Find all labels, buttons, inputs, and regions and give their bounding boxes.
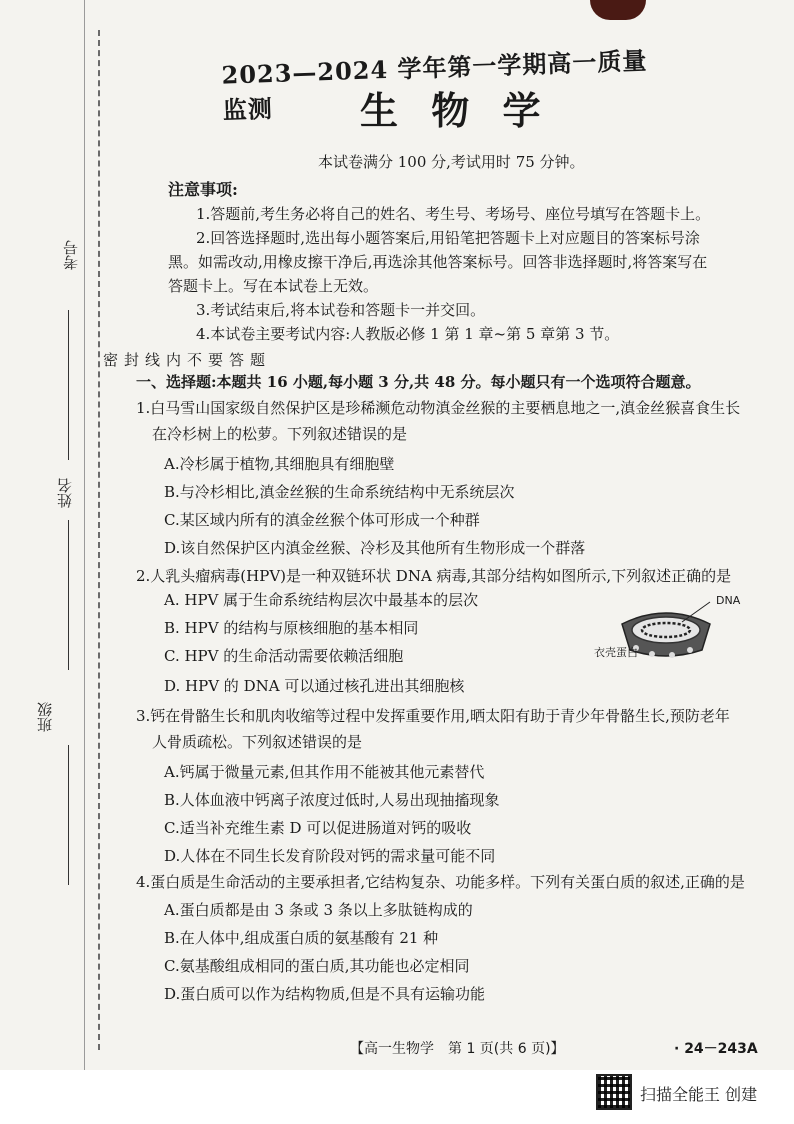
option: A. HPV 属于生命系统结构层次中最基本的层次: [164, 591, 479, 609]
class-line: [68, 745, 69, 885]
option: D.蛋白质可以作为结构物质,但是不具有运输功能: [164, 985, 486, 1003]
note-item: 3.考试结束后,将本试卷和答题卡一并交回。: [196, 301, 486, 319]
exam-info: 本试卷满分 100 分,考试用时 75 分钟。: [318, 153, 585, 171]
question-stem: 1.白马雪山国家级自然保护区是珍稀濒危动物滇金丝猴的主要栖息地之一,滇金丝猴喜食生长: [136, 399, 741, 417]
seal-char: 题: [248, 352, 266, 367]
exam-no-label: 考号: [62, 240, 80, 270]
option: C.适当补充维生素 D 可以促进肠道对钙的吸收: [164, 819, 472, 837]
seal-char: 不: [185, 352, 203, 367]
exam-title: 2023—2024 学年第一学期高一质量监测: [221, 45, 648, 125]
exam-code: · 24－243A: [674, 1041, 758, 1057]
option: C. HPV 的生命活动需要依赖活细胞: [164, 647, 404, 665]
name-line: [68, 520, 69, 670]
option: D.该自然保护区内滇金丝猴、冷杉及其他所有生物形成一个群落: [164, 539, 586, 557]
question-stem: 3.钙在骨骼生长和肌肉收缩等过程中发挥重要作用,晒太阳有助于青少年骨骼生长,预防老年: [136, 707, 730, 725]
note-item: 黑。如需改动,用橡皮擦干净后,再选涂其他答案标号。回答非选择题时,将答案写在: [168, 253, 708, 271]
class-label: 班级: [36, 702, 54, 732]
seal-char: 密: [101, 352, 119, 367]
option: D.人体在不同生长发育阶段对钙的需求量可能不同: [164, 847, 496, 865]
fold-line: [84, 0, 85, 1070]
option: C.某区域内所有的滇金丝猴个体可形成一个种群: [164, 511, 480, 529]
notes-heading: 注意事项:: [168, 180, 238, 199]
figure-label-capsid: 衣壳蛋白: [594, 646, 638, 659]
option: B.与冷杉相比,滇金丝猴的生命系统结构中无系统层次: [164, 483, 515, 501]
question-stem: 4.蛋白质是生命活动的主要承担者,它结构复杂、功能多样。下列有关蛋白质的叙述,正确的是: [136, 873, 745, 891]
exam-no-line: [68, 310, 69, 460]
option: A.冷杉属于植物,其细胞具有细胞壁: [164, 455, 395, 473]
seal-char: 封: [122, 352, 140, 367]
option: D. HPV 的 DNA 可以通过核孔进出其细胞核: [164, 677, 465, 695]
figure-label-dna: DNA: [716, 594, 741, 607]
question-stem: 人骨质疏松。下列叙述错误的是: [152, 733, 363, 751]
seal-char: 线: [143, 352, 161, 367]
subject-title: 生 物 学: [360, 88, 551, 133]
option: A.蛋白质都是由 3 条或 3 条以上多肽链构成的: [164, 901, 473, 919]
seal-char: 答: [227, 352, 245, 367]
scanner-watermark: [596, 1074, 786, 1114]
seal-char: 内: [164, 352, 182, 367]
option: B.人体血液中钙离子浓度过低时,人易出现抽搐现象: [164, 791, 500, 809]
seal-dotted-line: [98, 30, 100, 1050]
qr-code-icon[interactable]: [596, 1074, 632, 1110]
note-item: 答题卡上。写在本试卷上无效。: [168, 277, 379, 295]
option: C.氨基酸组成相同的蛋白质,其功能也必定相同: [164, 957, 470, 975]
option: B. HPV 的结构与原核细胞的基本相同: [164, 619, 419, 637]
name-label: 姓名: [56, 478, 74, 508]
seal-char: 要: [206, 352, 224, 367]
section-heading: 一、选择题:本题共 16 小题,每小题 3 分,共 48 分。每小题只有一个选项符合题意。: [136, 373, 701, 391]
note-item: 4.本试卷主要考试内容:人教版必修 1 第 1 章~第 5 章第 3 节。: [196, 325, 620, 343]
question-stem: 在冷杉树上的松萝。下列叙述错误的是: [152, 425, 408, 443]
page-footer: 【高一生物学 第 1 页(共 6 页)】: [350, 1041, 565, 1057]
option: A.钙属于微量元素,但其作用不能被其他元素替代: [164, 763, 485, 781]
note-item: 2.回答选择题时,选出每小题答案后,用铅笔把答题卡上对应题目的答案标号涂: [196, 229, 700, 247]
question-stem: 2.人乳头瘤病毒(HPV)是一种双链环状 DNA 病毒,其部分结构如图所示,下列叙述正确的是: [136, 567, 732, 585]
note-item: 1.答题前,考生务必将自己的姓名、考生号、考场号、座位号填写在答题卡上。: [196, 205, 711, 223]
option: B.在人体中,组成蛋白质的氨基酸有 21 种: [164, 929, 439, 947]
scanner-label: 扫描全能王 创建: [640, 1085, 758, 1104]
